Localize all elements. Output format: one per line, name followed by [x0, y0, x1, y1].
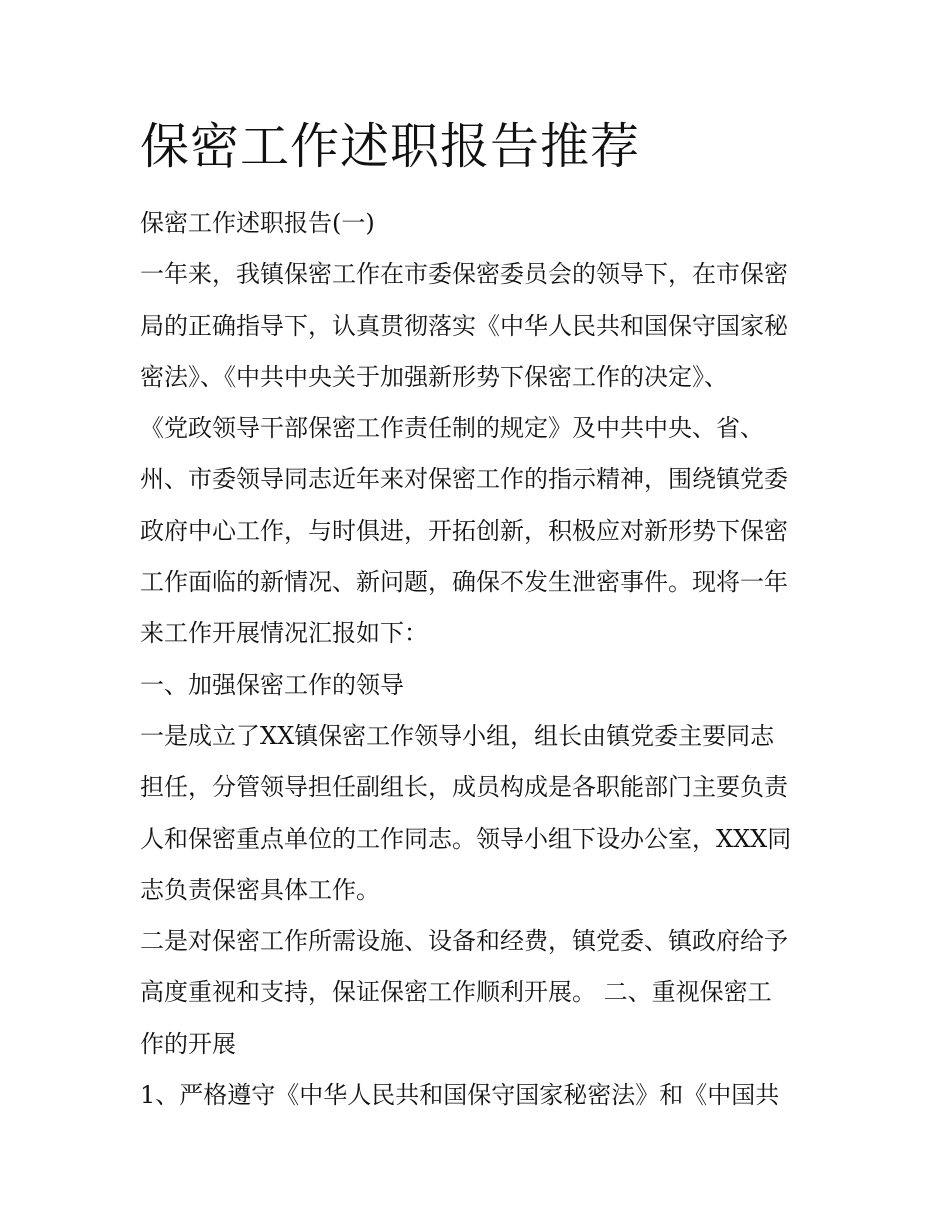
paragraph-line: 州、市委领导同志近年来对保密工作的指示精神，围绕镇党委 [140, 465, 788, 494]
paragraph-line: 志负责保密具体工作。 [140, 875, 380, 904]
document-title: 保密工作述职报告推荐 [140, 118, 641, 175]
paragraph-line: 《党政领导干部保密工作责任制的规定》及中共中央、省、 [140, 414, 764, 443]
paragraph-line: 密法》、《中共中央关于加强新形势下保密工作的决定》、 [140, 362, 728, 391]
paragraph-line: 一是成立了XX镇保密工作领导小组，组长由镇党委主要同志 [140, 721, 775, 750]
paragraph-line: 政府中心工作，与时俱进，开拓创新，积极应对新形势下保密 [140, 516, 788, 545]
document-body [140, 198, 820, 1121]
paragraph-line: 担任，分管领导担任副组长，成员构成是各职能部门主要负责 [140, 773, 788, 802]
paragraph-line: 人和保密重点单位的工作同志。领导小组下设办公室，XXX同 [140, 824, 792, 853]
paragraph-line: 高度重视和支持，保证保密工作顺利开展。 二、重视保密工 [140, 978, 772, 1007]
paragraph-line: 一年来，我镇保密工作在市委保密委员会的领导下，在市保密 [140, 260, 788, 289]
paragraph-line: 工作面临的新情况、新问题，确保不发生泄密事件。现将一年 [140, 568, 788, 597]
paragraph-line: 来工作开展情况汇报如下： [140, 619, 428, 648]
subtitle-line: 保密工作述职报告(一) [140, 209, 375, 237]
paragraph-line: 作的开展 [140, 1029, 236, 1058]
section-heading: 一、加强保密工作的领导 [140, 670, 404, 699]
paragraph-line: 局的正确指导下，认真贯彻落实《中华人民共和国保守国家秘 [140, 311, 788, 340]
paragraph-line: 二是对保密工作所需设施、设备和经费，镇党委、镇政府给予 [140, 927, 788, 956]
paragraph-line: 1、严格遵守《中华人民共和国保守国家秘密法》和《中国共 [140, 1081, 780, 1110]
